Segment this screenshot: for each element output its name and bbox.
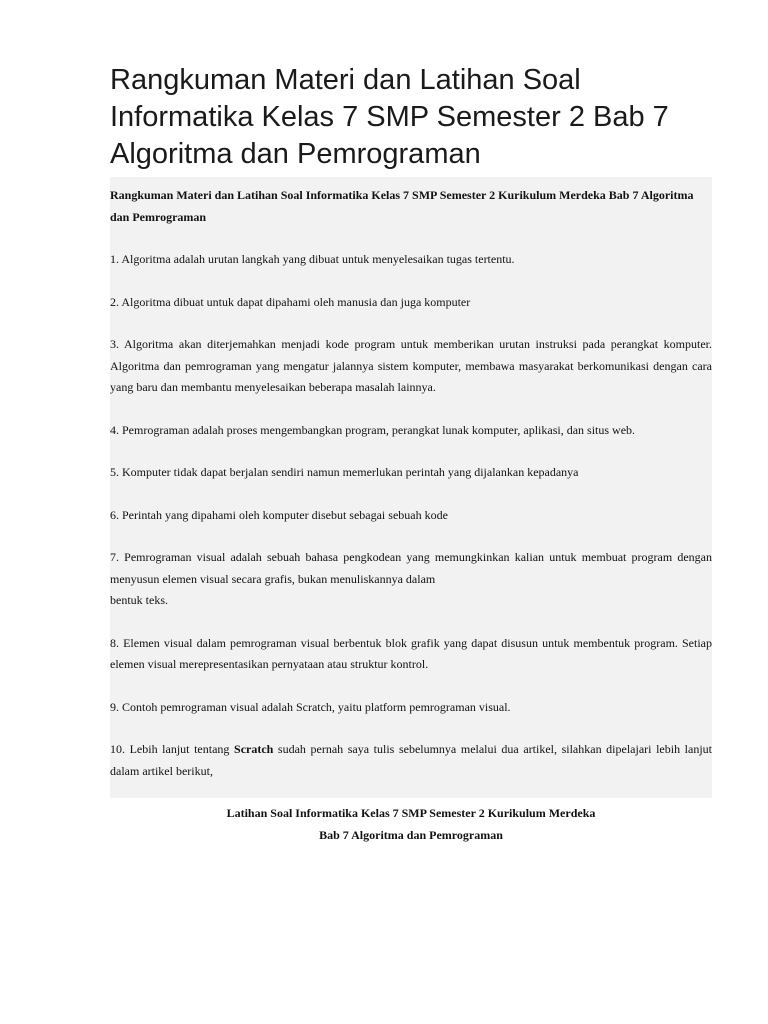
section-heading-line2: Bab 7 Algoritma dan Pemrograman (319, 828, 503, 842)
list-item-9: 9. Contoh pemrograman visual adalah Scratch, yaitu platform pemrograman visual. (110, 699, 511, 714)
summary-block (110, 177, 712, 798)
document-page (110, 62, 712, 846)
list-item-7-line2: bentuk teks. (110, 593, 168, 607)
list-item-5: 5. Komputer tidak dapat berjalan sendiri namun memerlukan perintah yang dijalankan kepadanya (110, 465, 579, 479)
list-item-4: 4. Pemrograman adalah proses mengembangkan program, perangkat lunak komputer, aplikasi, dan situs web. (110, 422, 636, 437)
list-item-1: 1. Algoritma adalah urutan langkah yang dibuat untuk menyelesaikan tugas tertentu. (110, 252, 515, 266)
page-title: Rangkuman Materi dan Latihan Soal Informatika Kelas 7 SMP Semester 2 Bab 7 Algoritma dan Pemrograman (110, 64, 669, 170)
list-item-2: 2. Algoritma dibuat untuk dapat dipahami oleh manusia dan juga komputer (110, 294, 471, 309)
list-item-10 (110, 739, 712, 782)
list-item-7-line1: 7. Pemrograman visual adalah sebuah bahasa pengkodean yang memungkinkan kalian untuk membuat program dengan menyusun elemen visual secara grafis, bukan menuliskannya dalam (110, 550, 712, 586)
lead-paragraph: Rangkuman Materi dan Latihan Soal Informatika Kelas 7 SMP Semester 2 Kurikulum Merdeka Bab 7 Algoritma dan Pemrograman (110, 188, 694, 224)
section-heading (110, 802, 712, 846)
list-item-7 (110, 547, 712, 612)
list-item-10-text-after: sudah pernah saya tulis sebelumnya melalui dua artikel, silahkan dipelajari lebih lanjut dalam artikel berikut, (110, 742, 712, 778)
scratch-bold-text: Scratch (234, 742, 274, 756)
list-item-6: 6. Perintah yang dipahami oleh komputer disebut sebagai sebuah kode (110, 507, 448, 522)
section-heading-line1: Latihan Soal Informatika Kelas 7 SMP Semester 2 Kurikulum Merdeka (226, 806, 596, 820)
list-item-8: 8. Elemen visual dalam pemrograman visual berbentuk blok grafik yang dapat disusun untuk membentuk program. Setiap elemen visual merepresentasikan pernyataan atau struktur kontrol. (110, 635, 712, 671)
list-item-3: 3. Algoritma akan diterjemahkan menjadi kode program untuk memberikan urutan instruksi pada perangkat komputer. Algoritma dan pemrograman yang mengatur jalannya sistem komputer, membawa masyarakat berkomunikasi dengan cara yang baru dan membantu menyelesaikan beberapa masalah lainnya. (110, 337, 712, 394)
list-item-10-text-before: 10. Lebih lanjut tentang (110, 742, 235, 756)
